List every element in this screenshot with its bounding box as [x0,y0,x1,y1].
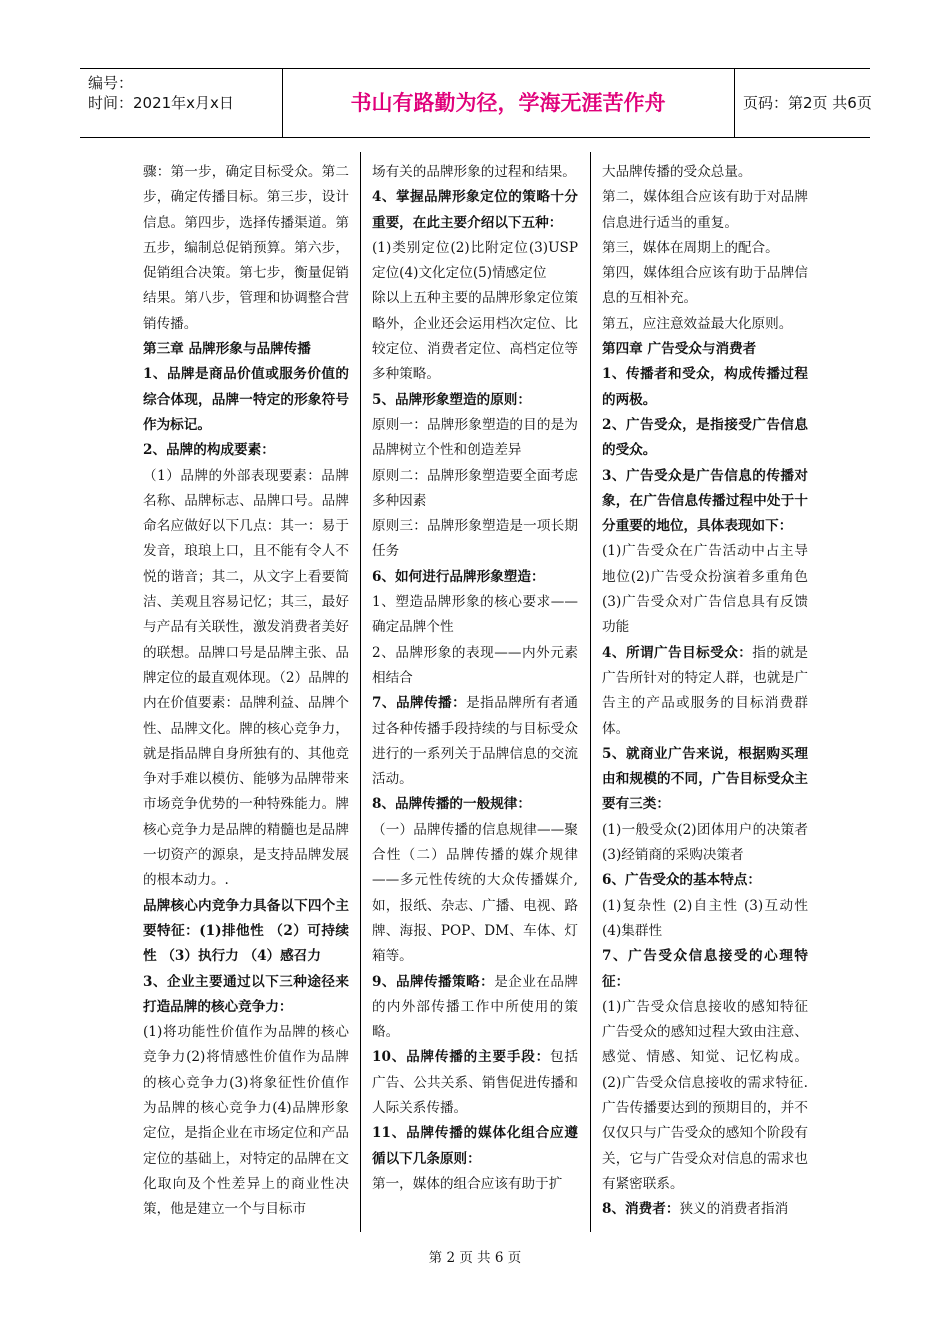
page-header [80,68,870,138]
heading-paragraph: 2、品牌的构成要素： [143,442,275,459]
body-paragraph: 除以上五种主要的品牌形象定位策略外，企业还会运用档次定位、比较定位、消费者定位、高档定位等多种策略。 [372,290,578,383]
body-paragraph: 第四，媒体组合应该有助于品牌信息的互相补充。 [602,265,808,307]
heading-paragraph: 6、如何进行品牌形象塑造： [372,568,545,585]
body-paragraph: （1）品牌的外部表现要素：品牌名称、品牌标志、品牌口号。品牌命名应做好以下几点：其一：易于发音，琅琅上口，且不能有令人不悦的谐音；其二，从文字上看要简洁、美观且容易记忆；其三，最好与产品有关联性，激发消费者美好的联想。品牌口号是品牌主张、品牌定位的最直观体现。（2）品牌的内在价值要素：品牌利益、品牌个性、品牌文化。牌的核心竞争力，就是指品牌自身所独有的、其他竞争对手难以模仿、能够为品牌带来市场竞争优势的一种特殊能力。牌核心竞争力是品牌的精髓也是品牌一切资产的源泉，是支持品牌发展的根本动力。. [143,467,349,889]
body-paragraph: 2、品牌形象的表现——内外元素相结合 [372,644,578,686]
body-paragraph: 场有关的品牌形象的过程和结果。 [372,164,576,180]
body-paragraph: (1)一般受众(2)团体用户的决策者(3)经销商的采购决策者 [602,821,808,864]
term-label: 8、消费者： [602,1201,680,1218]
column-divider [590,152,591,1232]
term-label: 4、所谓广告目标受众： [602,644,753,661]
heading-paragraph: 4、掌握品牌形象定位的策略十分重要，在此主要介绍以下五种： [372,189,578,231]
body-paragraph: 大品牌传播的受众总量。 [602,164,752,180]
header-meta [80,69,283,137]
body-paragraph: 1、塑造品牌形象的核心要求——确定品牌个性 [372,594,578,636]
body-paragraph: 第二，媒体组合应该有助于对品牌信息进行适当的重复。 [602,189,808,231]
heading-paragraph: 6、广告受众的基本特点： [602,872,761,889]
heading-paragraph: 5、就商业广告来说，根据购买理由和规模的不同，广告目标受众主要有三类： [602,745,808,813]
body-paragraph: 10、品牌传播的主要手段：包括广告、公共关系、销售促进传播和人际关系传播。 [372,1049,578,1116]
heading-paragraph: 1、品牌是商品价值或服务价值的综合体现，品牌一特定的形象符号作为标记。 [143,366,349,433]
body-paragraph: (1)复杂性 (2)自主性 (3)互动性 (4)集群性 [602,897,808,939]
page-footer: 第 2 页 共 6 页 [428,1250,522,1266]
body-paragraph: 骤：第一步，确定目标受众。第二步，确定传播目标。第三步，设计信息。第四步，选择传播渠道。第五步，编制总促销预算。第六步，促销组合决策。第七步，衡量促销结果。第八步，管理和协调整合营销传播。 [143,164,349,332]
body-paragraph: (1)将功能性价值作为品牌的核心竞争力(2)将情感性价值作为品牌的核心竞争力(3)将象征性价值作为品牌的核心竞争力(4)品牌形象定位，是指企业在市场定位和产品定位的基础上，对特定的品牌在文化取向及个性差异上的商业性决策，他是建立一个与目标市 [143,1024,349,1218]
body-paragraph: (1)广告受众在广告活动中占主导地位(2)广告受众扮演着多重角色(3)广告受众对广告信息具有反馈功能 [602,543,808,636]
term-label: 9、品牌传播策略： [372,973,495,990]
body-paragraph: 8、消费者：狭义的消费者指消 [602,1201,789,1218]
heading-paragraph: 8、品牌传播的一般规律： [372,796,531,813]
column-divider [360,152,361,1232]
body-paragraph: 原则一：品牌形象塑造的目的是为品牌树立个性和创造差异 [372,416,578,459]
body-paragraph: 原则三：品牌形象塑造是一项长期任务 [372,518,578,560]
term-label: 10、品牌传播的主要手段： [372,1049,551,1066]
heading-paragraph: 7、广告受众信息接受的心理特征： [602,948,808,990]
term-label: 7、品牌传播： [372,695,467,712]
header-page-number: 页码：第2页 共6页 [743,94,872,112]
heading-paragraph: 第四章 广告受众与消费者 [602,341,757,358]
heading-paragraph: 3、企业主要通过以下三种途径来打造品牌的核心竞争力： [143,973,349,1015]
body-paragraph: 第三，媒体在周期上的配合。 [602,239,779,256]
document-date: 时间：2021年x月x日 [88,94,234,112]
body-paragraph: 第五，应注意效益最大化原则。 [602,315,793,332]
heading-paragraph: 品牌核心内竞争力具备以下四个主要特征：(1)排他性 （2）可持续性 （3）执行力 （4）感召力 [143,897,349,965]
heading-paragraph: 第三章 品牌形象与品牌传播 [143,341,311,358]
body-paragraph: 7、品牌传播：是指品牌所有者通过各种传播手段持续的与目标受众进行的一系列关于品牌信息的交流活动。 [372,695,578,788]
heading-paragraph: 5、品牌形象塑造的原则： [372,391,531,408]
header-slogan-cell [282,69,735,137]
body-paragraph: 9、品牌传播策略：是企业在品牌的内外部传播工作中所使用的策略。 [372,973,578,1041]
header-slogan: 书山有路勤为径，学海无涯苦作舟 [350,91,666,115]
heading-paragraph: 11、品牌传播的媒体化组合应遵循以下几条原则： [372,1125,578,1167]
body-paragraph: 4、所谓广告目标受众：指的就是广告所针对的特定人群，也就是广告主的产品或服务的目标消费群体。 [602,644,808,737]
text-column-2 [372,160,578,1232]
text-column-1 [143,160,349,1232]
header-page-cell [735,69,870,137]
document-number: 编号： [88,74,134,92]
body-paragraph: 第一，媒体的组合应该有助于扩 [372,1175,563,1192]
body-paragraph: (1)广告受众信息接收的感知特征广告受众的感知过程大致由注意、感觉、情感、知觉、记忆构成。(2)广告受众信息接收的需求特征.广告传播要达到的预期目的，并不仅仅只与广告受众的感知个阶段有关，它与广告受众对信息的需求也有紧密联系。 [602,998,808,1192]
body-paragraph: 原则二：品牌形象塑造要全面考虑多种因素 [372,467,578,509]
heading-paragraph: 2、广告受众，是指接受广告信息的受众。 [602,416,808,459]
text-column-3 [602,160,808,1232]
body-paragraph: (1)类别定位(2)比附定位(3)USP定位(4)文化定位(5)情感定位 [372,239,578,282]
body-paragraph: （一）品牌传播的信息规律——聚合性（二）品牌传播的媒介规律——多元性传统的大众传播媒介,如，报纸、杂志、广播、电视、路牌、海报、POP、DM、车体、灯箱等。 [372,821,578,965]
heading-paragraph: 3、广告受众是广告信息的传播对象，在广告信息传播过程中处于十分重要的地位，具体表现如下： [602,467,808,535]
heading-paragraph: 1、传播者和受众，构成传播过程的两极。 [602,366,808,408]
